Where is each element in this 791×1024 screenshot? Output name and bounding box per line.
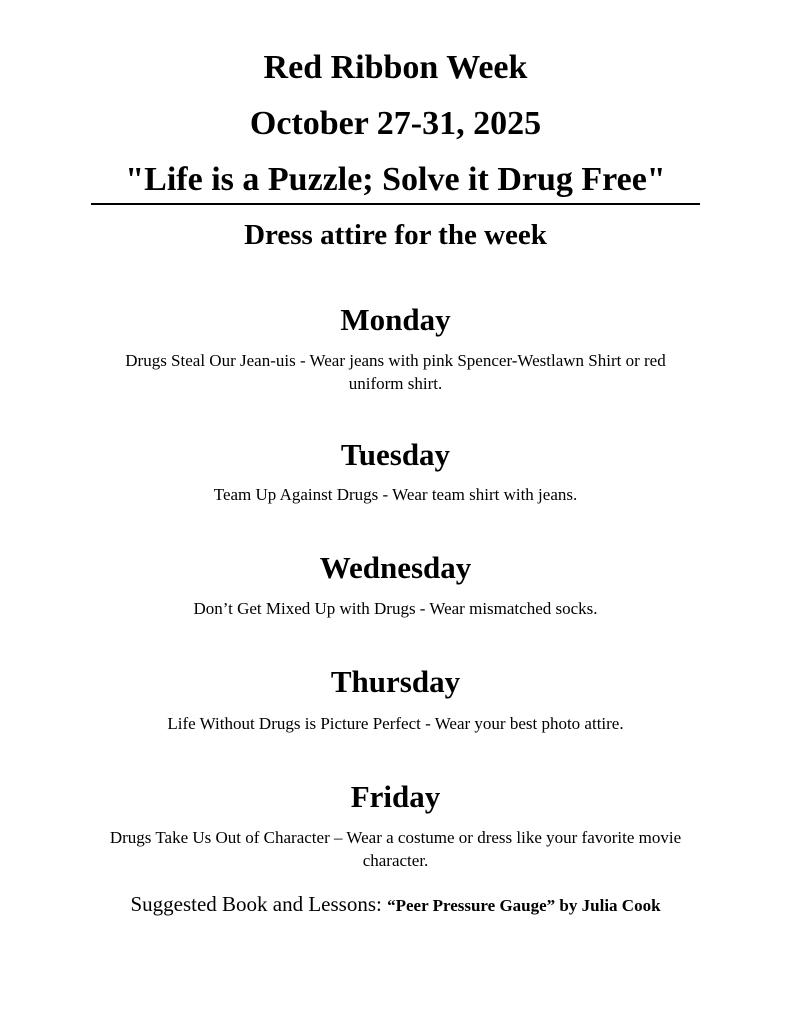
section-subtitle: Dress attire for the week <box>244 219 547 251</box>
day-heading-thursday: Thursday <box>330 664 461 699</box>
suggested-book-label: Suggested Book and Lessons: <box>130 892 388 916</box>
page-title: Red Ribbon Week <box>263 49 528 86</box>
title-divider <box>91 203 700 205</box>
suggested-book-title: “Peer Pressure Gauge” by Julia Cook <box>387 896 661 915</box>
day-heading-monday: Monday <box>340 302 451 337</box>
day-heading-tuesday: Tuesday <box>340 437 451 472</box>
day-heading-wednesday: Wednesday <box>319 550 472 585</box>
day-description-thursday: Life Without Drugs is Picture Perfect - Wear your best photo attire. <box>167 714 624 733</box>
day-description-wednesday: Don’t Get Mixed Up with Drugs - Wear mismatched socks. <box>193 599 598 618</box>
day-description-friday: Drugs Take Us Out of Character – Wear a costume or dress like your favorite movie character. <box>109 828 682 870</box>
suggested-book <box>0 890 791 920</box>
day-heading-friday: Friday <box>350 779 441 814</box>
day-description-monday: Drugs Steal Our Jean-uis - Wear jeans with pink Spencer-Westlawn Shirt or red uniform shirt. <box>125 351 666 393</box>
event-theme: "Life is a Puzzle; Solve it Drug Free" <box>125 161 666 198</box>
event-dates: October 27-31, 2025 <box>249 105 542 142</box>
day-description-tuesday: Team Up Against Drugs - Wear team shirt with jeans. <box>213 485 578 504</box>
